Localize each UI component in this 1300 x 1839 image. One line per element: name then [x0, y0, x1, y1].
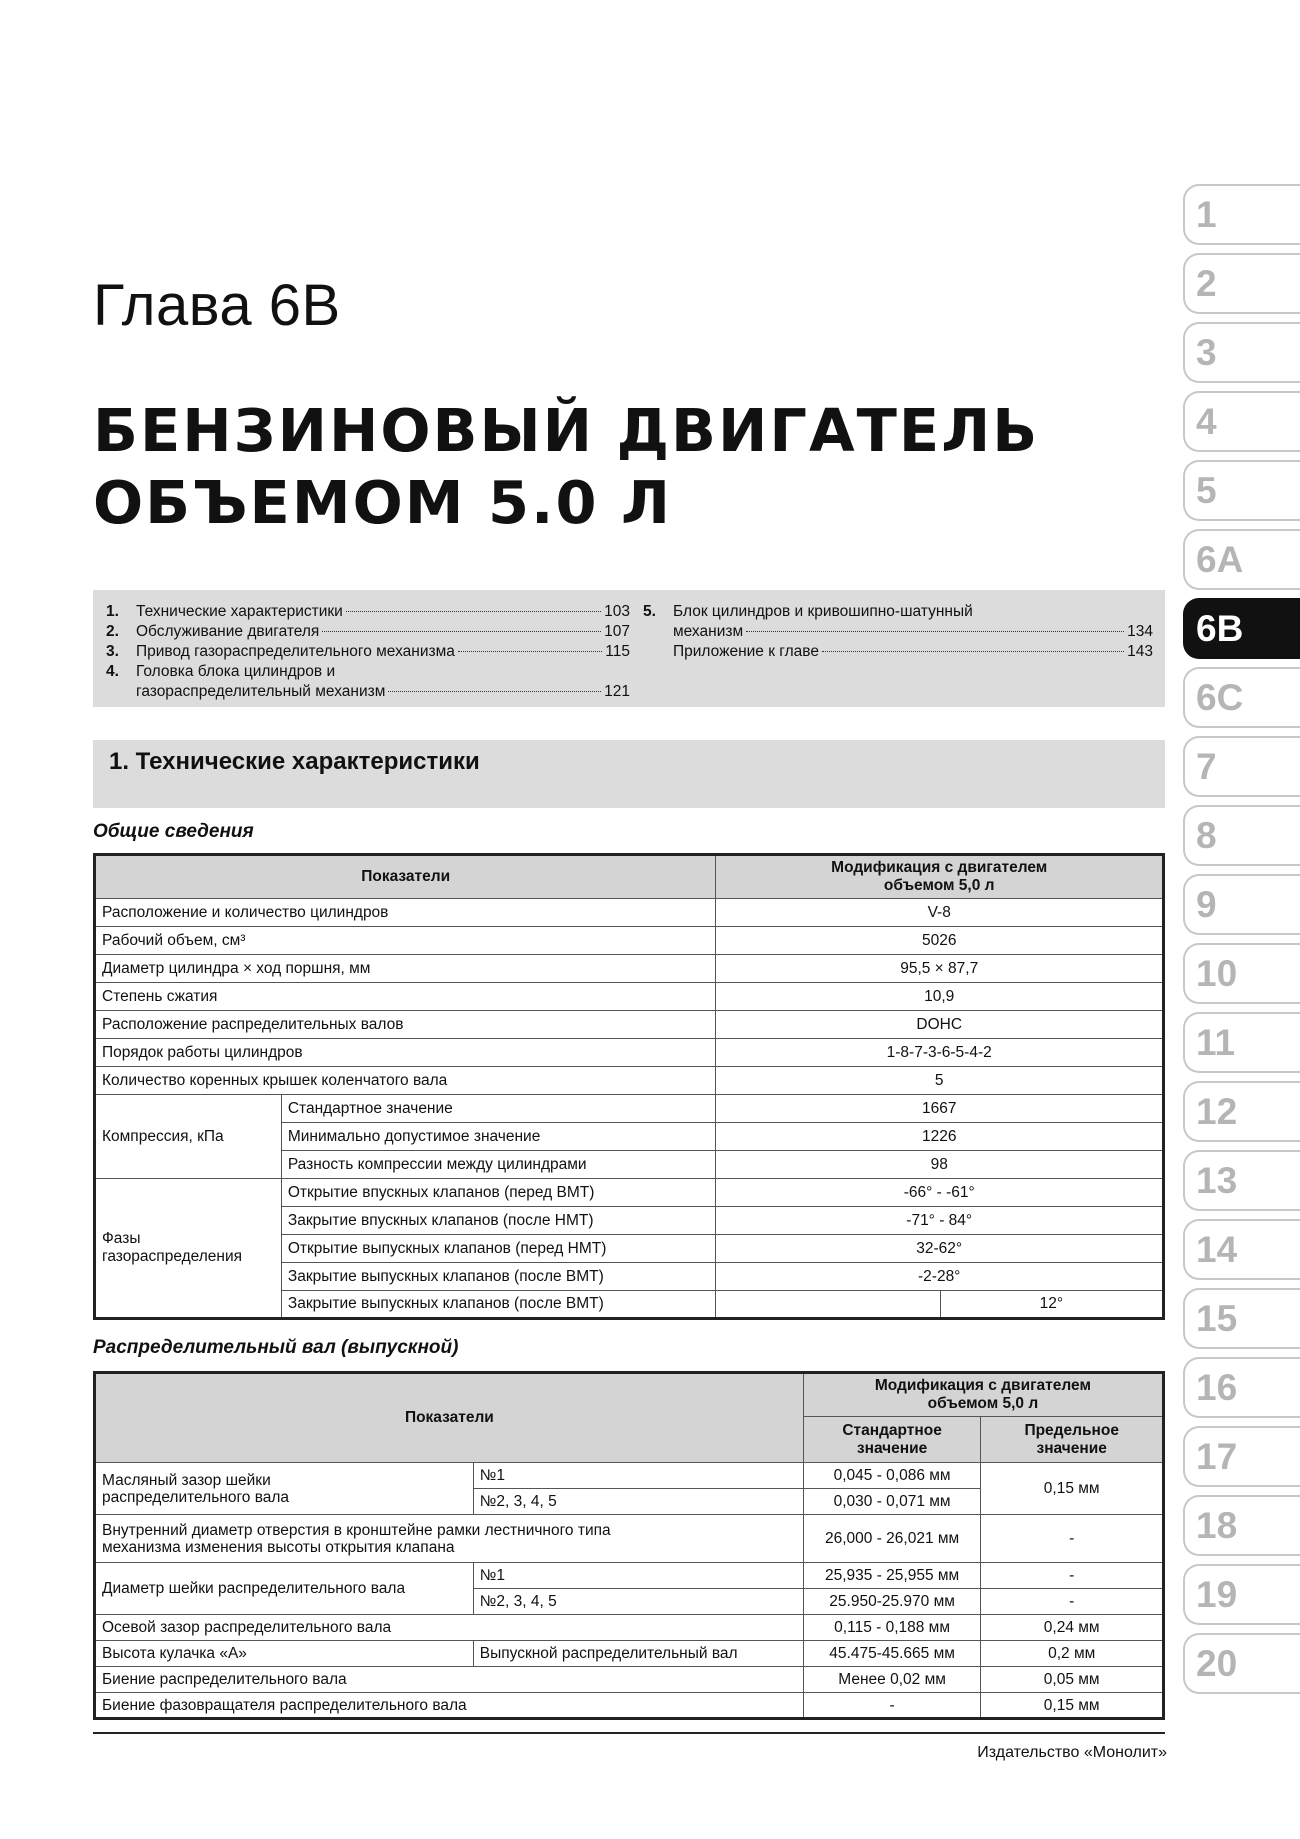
tab-chapter[interactable]: [1183, 1288, 1300, 1349]
header-lim-line1: Предельное: [1024, 1421, 1119, 1439]
tab-label: 14: [1196, 1229, 1238, 1270]
toc-title: Головка блока цилиндров и: [136, 663, 336, 680]
table-cell: 1-8-7-3-6-5-4-2: [716, 1039, 1164, 1067]
header-param: Показатели: [95, 855, 716, 899]
toc-line: [673, 602, 1153, 622]
table-cell: -: [981, 1589, 1164, 1615]
table-cell: 0,05 мм: [981, 1667, 1164, 1693]
toc-line: [136, 602, 630, 622]
tab-label: 8: [1196, 815, 1217, 856]
toc-title: газораспределительный механизм: [136, 683, 386, 700]
toc-item[interactable]: [106, 642, 630, 662]
table-row: [95, 955, 1164, 983]
header-modification: [803, 1373, 1163, 1417]
table-cell: Диаметр шейки распределительного вала: [95, 1563, 474, 1615]
tab-chapter[interactable]: [1183, 1495, 1300, 1556]
tab-label: 18: [1196, 1505, 1238, 1546]
timing-label-line2: газораспределения: [102, 1248, 243, 1265]
table-row: [95, 1667, 1164, 1693]
tab-chapter[interactable]: [1183, 391, 1300, 452]
table-cell: 0,15 мм: [981, 1693, 1164, 1719]
table-cell: Рабочий объем, см³: [95, 927, 716, 955]
toc-entry: [136, 642, 630, 662]
table-cell: Закрытие выпускных клапанов (после ВМТ): [281, 1291, 716, 1319]
toc-title: механизм: [673, 623, 744, 640]
table-cell: 12°: [940, 1291, 1163, 1319]
table-header-row: [95, 855, 1164, 899]
tab-label: 17: [1196, 1436, 1238, 1477]
table-cell: Выпускной распределительный вал: [473, 1641, 803, 1667]
toc-item[interactable]: [106, 662, 630, 702]
general-info-heading: Общие сведения: [93, 821, 254, 842]
tab-chapter[interactable]: [1183, 736, 1300, 797]
toc-title: Обслуживание двигателя: [136, 623, 320, 640]
header-mod-line1: Модификация с двигателем: [831, 859, 1048, 876]
tab-chapter[interactable]: [1183, 184, 1300, 245]
header-lim-line2: значение: [1036, 1439, 1107, 1457]
toc-leader: [458, 651, 602, 652]
table-cell: Диаметр цилиндра × ход поршня, мм: [95, 955, 716, 983]
toc-entry: [136, 622, 630, 642]
tab-label: 3: [1196, 332, 1217, 373]
toc-number: 3.: [106, 643, 119, 660]
table-cell: 5: [716, 1067, 1164, 1095]
table-cell: 0,2 мм: [981, 1641, 1164, 1667]
toc-leader: [346, 611, 601, 612]
tab-label: 12: [1196, 1091, 1238, 1132]
toc-page: 115: [605, 643, 630, 660]
table-cell: [716, 1291, 940, 1319]
tab-label: 6А: [1196, 539, 1244, 580]
tab-label: 20: [1196, 1643, 1238, 1684]
toc-leader: [822, 651, 1124, 652]
table-cell: 32-62°: [716, 1235, 1164, 1263]
toc-number: 4.: [106, 663, 119, 680]
oil-label-line1: Масляный зазор шейки: [102, 1471, 271, 1489]
table-row: [95, 1563, 1164, 1589]
chapter-title: [93, 395, 1053, 539]
toc-leader: [322, 631, 601, 632]
table-cell: 0,24 мм: [981, 1615, 1164, 1641]
tab-label: 6В: [1196, 608, 1244, 649]
tab-label: 5: [1196, 470, 1217, 511]
table-cell: Открытие впускных клапанов (перед ВМТ): [281, 1179, 716, 1207]
tab-label: 15: [1196, 1298, 1238, 1339]
tab-chapter[interactable]: [1183, 460, 1300, 521]
tab-chapter[interactable]: [1183, 943, 1300, 1004]
table-cell: 5026: [716, 927, 1164, 955]
tab-chapter[interactable]: [1183, 874, 1300, 935]
toc-entry: [673, 642, 1153, 662]
table-cell: 95,5 × 87,7: [716, 955, 1164, 983]
table-cell: 0,115 - 0,188 мм: [803, 1615, 981, 1641]
tab-chapter[interactable]: [1183, 322, 1300, 383]
section-title: 1. Технические характеристики: [109, 748, 480, 775]
tab-chapter[interactable]: [1183, 1012, 1300, 1073]
toc-item[interactable]: [643, 602, 1153, 642]
tab-chapter[interactable]: [1183, 253, 1300, 314]
general-specs-table: [93, 853, 1165, 1320]
table-row: [95, 1641, 1164, 1667]
bore-label-line1: Внутренний диаметр отверстия в кронштейне рамки лестничного типа: [102, 1521, 611, 1539]
tab-chapter[interactable]: [1183, 1219, 1300, 1280]
toc-page: 107: [604, 623, 630, 640]
table-header-row: [95, 1373, 1164, 1417]
header-standard: [803, 1417, 981, 1463]
toc-line: [136, 622, 630, 642]
table-cell: Степень сжатия: [95, 983, 716, 1011]
toc-page: 121: [604, 683, 630, 700]
table-row: [95, 1693, 1164, 1719]
tab-chapter[interactable]: [1183, 805, 1300, 866]
table-cell: Закрытие выпускных клапанов (после ВМТ): [281, 1263, 716, 1291]
toc-entry: [136, 602, 630, 622]
tab-label: 4: [1196, 401, 1217, 442]
table-cell: DOHC: [716, 1011, 1164, 1039]
toc-entry: [673, 602, 1153, 642]
header-std-line1: Стандартное: [842, 1421, 942, 1439]
table-cell: №1: [473, 1463, 803, 1489]
table-cell: 25.950-25.970 мм: [803, 1589, 981, 1615]
table-cell: Биение распределительного вала: [95, 1667, 804, 1693]
table-cell: -: [981, 1515, 1164, 1563]
tab-label: 11: [1196, 1022, 1236, 1063]
table-cell: -: [981, 1563, 1164, 1589]
toc-item[interactable]: [106, 602, 630, 622]
toc-leader: [746, 631, 1124, 632]
table-cell: -66° - -61°: [716, 1179, 1164, 1207]
header-param: Показатели: [95, 1373, 804, 1463]
header-mod-line1: Модификация с двигателем: [874, 1377, 1091, 1394]
toc-line: [136, 662, 630, 682]
toc-item[interactable]: [643, 642, 1153, 662]
timing-label: [95, 1179, 282, 1319]
tab-chapter[interactable]: [1183, 1633, 1300, 1694]
toc-page: 103: [604, 603, 630, 620]
tab-chapter[interactable]: [1183, 598, 1300, 659]
table-cell: 98: [716, 1151, 1164, 1179]
table-cell: 10,9: [716, 983, 1164, 1011]
table-row: [95, 1615, 1164, 1641]
table-cell: 1226: [716, 1123, 1164, 1151]
table-cell: Биение фазовращателя распределительного вала: [95, 1693, 804, 1719]
table-cell: Осевой зазор распределительного вала: [95, 1615, 804, 1641]
table-cell: 1667: [716, 1095, 1164, 1123]
camshaft-specs-table: [93, 1371, 1165, 1720]
publisher: Издательство «Монолит»: [977, 1744, 1167, 1761]
toc-line: [136, 642, 630, 662]
oil-label-line2: распределительного вала: [102, 1488, 290, 1506]
toc-number: 2.: [106, 623, 119, 640]
tab-label: 9: [1196, 884, 1217, 925]
section-header: [93, 740, 1165, 808]
chapter-tabs: [1183, 184, 1300, 1702]
table-cell: 0,030 - 0,071 мм: [803, 1489, 981, 1515]
toc-title: Технические характеристики: [136, 603, 343, 620]
toc-title: Блок цилиндров и кривошипно-шатунный: [673, 603, 973, 620]
toc-number: 5.: [643, 603, 656, 620]
table-cell: 25,935 - 25,955 мм: [803, 1563, 981, 1589]
camshaft-heading: Распределительный вал (выпускной): [93, 1337, 459, 1358]
bore-label-line2: механизма изменения высоты открытия клапана: [102, 1538, 455, 1556]
tab-label: 10: [1196, 953, 1238, 994]
tab-chapter[interactable]: [1183, 1426, 1300, 1487]
footer-divider: [93, 1732, 1165, 1734]
toc-page: 143: [1127, 643, 1153, 660]
table-cell: Менее 0,02 мм: [803, 1667, 981, 1693]
table-cell: Количество коренных крышек коленчатого вала: [95, 1067, 716, 1095]
chapter-title-line2: ОБЪЕМОМ 5.0 Л: [93, 468, 673, 537]
table-cell: Открытие выпускных клапанов (перед НМТ): [281, 1235, 716, 1263]
toc-line: [673, 622, 1153, 642]
oil-clearance-label: [95, 1463, 474, 1515]
toc-entry: [136, 662, 630, 702]
table-cell: 45.475-45.665 мм: [803, 1641, 981, 1667]
tab-chapter[interactable]: [1183, 1357, 1300, 1418]
table-cell: -2-28°: [716, 1263, 1164, 1291]
table-cell: Минимально допустимое значение: [281, 1123, 716, 1151]
tab-label: 6С: [1196, 677, 1244, 718]
header-mod-line2: объемом 5,0 л: [883, 877, 995, 894]
table-cell: 26,000 - 26,021 мм: [803, 1515, 981, 1563]
tab-label: 2: [1196, 263, 1217, 304]
tab-chapter[interactable]: [1183, 1564, 1300, 1625]
table-cell: Расположение и количество цилиндров: [95, 899, 716, 927]
table-cell: V-8: [716, 899, 1164, 927]
header-mod-line2: объемом 5,0 л: [927, 1395, 1039, 1412]
table-cell: 0,15 мм: [981, 1463, 1164, 1515]
table-cell: Разность компрессии между цилиндрами: [281, 1151, 716, 1179]
table-cell: Стандартное значение: [281, 1095, 716, 1123]
table-row: [95, 899, 1164, 927]
toc-title: Приложение к главе: [673, 643, 819, 660]
toc-number: 1.: [106, 603, 119, 620]
tab-chapter[interactable]: [1183, 667, 1300, 728]
table-cell: [95, 1515, 804, 1563]
header-limit: [981, 1417, 1164, 1463]
tab-label: 13: [1196, 1160, 1238, 1201]
table-row: [95, 927, 1164, 955]
tab-label: 19: [1196, 1574, 1238, 1615]
table-row: [95, 983, 1164, 1011]
tab-label: 1: [1196, 194, 1217, 235]
table-row: [95, 1515, 1164, 1563]
header-std-line2: значение: [856, 1439, 928, 1457]
table-cell: -71° - 84°: [716, 1207, 1164, 1235]
toc-column-right: [643, 602, 1153, 662]
toc-column-left: [106, 602, 630, 702]
toc-leader: [388, 691, 601, 692]
toc-number: [643, 642, 673, 662]
table-cell: Высота кулачка «А»: [95, 1641, 474, 1667]
table-row: [95, 1011, 1164, 1039]
timing-label-line1: Фазы: [102, 1230, 141, 1247]
table-row: [95, 1179, 1164, 1207]
header-modification: [716, 855, 1164, 899]
tab-chapter[interactable]: [1183, 1081, 1300, 1142]
table-row: [95, 1095, 1164, 1123]
chapter-title-line1: БЕНЗИНОВЫЙ ДВИГАТЕЛЬ: [93, 396, 1040, 465]
table-row: [95, 1463, 1164, 1489]
tab-label: 7: [1196, 746, 1217, 787]
chapter-label: Глава 6В: [93, 273, 341, 338]
toc-line: [673, 642, 1153, 662]
tab-label: 16: [1196, 1367, 1238, 1408]
table-cell: Закрытие впускных клапанов (после НМТ): [281, 1207, 716, 1235]
tab-chapter[interactable]: [1183, 529, 1300, 590]
toc-item[interactable]: [106, 622, 630, 642]
table-of-contents: [93, 590, 1165, 707]
table-cell: -: [803, 1693, 981, 1719]
table-cell: №2, 3, 4, 5: [473, 1589, 803, 1615]
table-cell: №2, 3, 4, 5: [473, 1489, 803, 1515]
toc-title: Привод газораспределительного механизма: [136, 643, 455, 660]
table-row: [95, 1067, 1164, 1095]
table-cell: 0,045 - 0,086 мм: [803, 1463, 981, 1489]
toc-line: [136, 682, 630, 702]
table-cell: №1: [473, 1563, 803, 1589]
table-row: [95, 1039, 1164, 1067]
toc-page: 134: [1127, 623, 1153, 640]
tab-chapter[interactable]: [1183, 1150, 1300, 1211]
table-cell: Порядок работы цилиндров: [95, 1039, 716, 1067]
compression-label: Компрессия, кПа: [95, 1095, 282, 1179]
table-cell: Расположение распределительных валов: [95, 1011, 716, 1039]
